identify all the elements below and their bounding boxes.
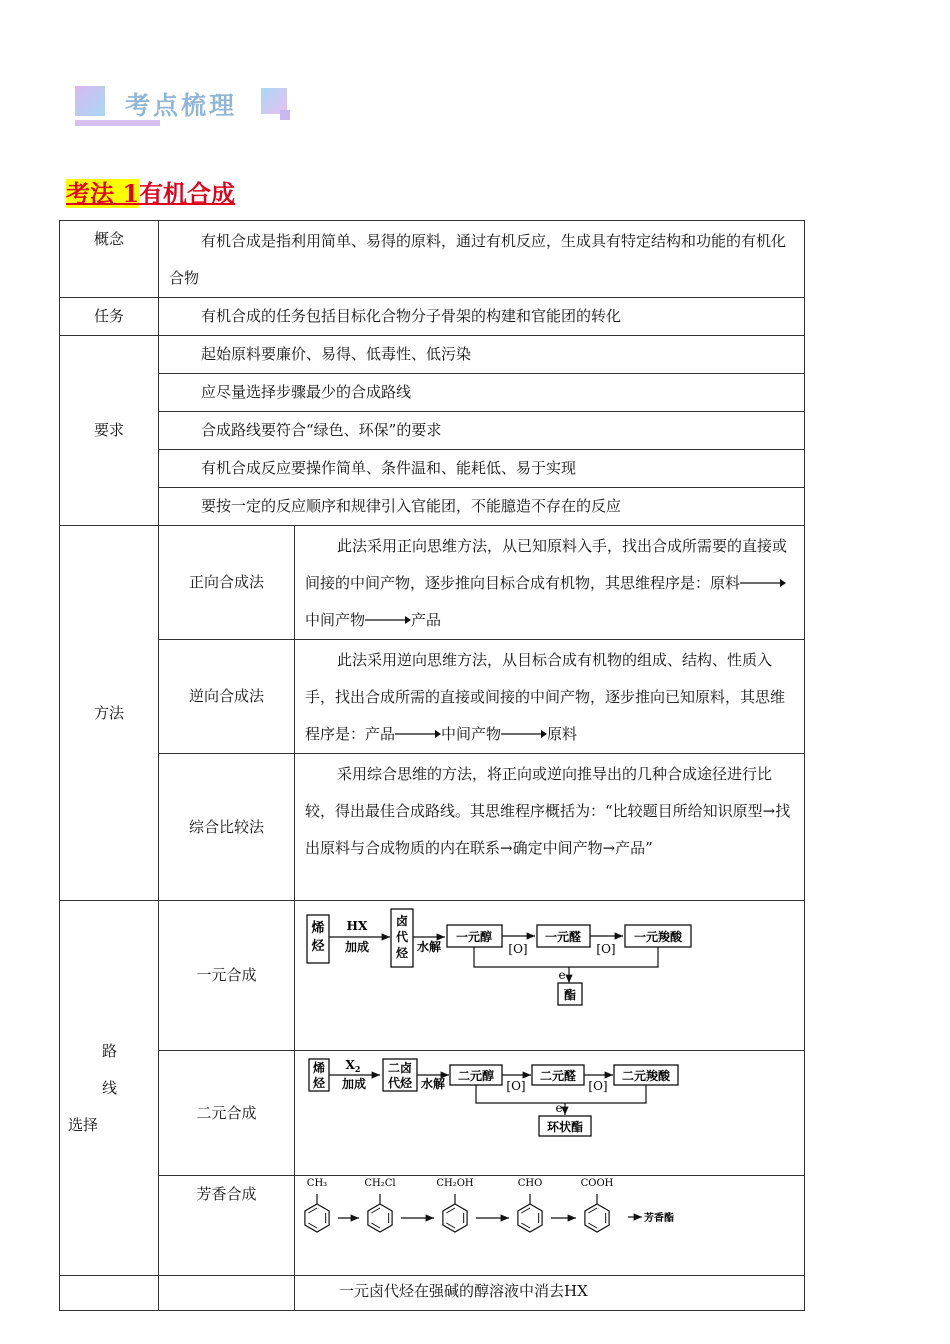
di-halide-line2: 代烃 — [387, 1076, 413, 1090]
table-row — [60, 640, 805, 754]
mono-route-svg — [295, 901, 805, 1036]
method-forward-desc — [295, 526, 805, 640]
substituent-label: COOH — [580, 1178, 614, 1189]
alkene-char: 烯 — [311, 921, 325, 936]
esterify-label: e — [558, 968, 566, 982]
method-reverse-desc — [295, 640, 805, 754]
oxidant-label: [O] — [588, 1079, 608, 1093]
arrow-icon — [365, 615, 411, 625]
empty-cell — [60, 1276, 159, 1311]
summary-table — [59, 220, 805, 1311]
table-row — [60, 374, 805, 412]
table-row — [60, 1176, 805, 1276]
requirement-item: 应尽量选择步骤最少的合成路线 — [159, 374, 805, 412]
method-combined-desc: 采用综合思维的方法，将正向或逆向推导出的几种合成途径进行比较，得出最佳合成路线。其思维程序概括为：“比较题目所给知识原型→找出原料与合成物质的内在联系→确定中间产物→产品” — [295, 754, 805, 901]
alcohol-label: 一元醇 — [455, 930, 493, 944]
section-heading — [66, 174, 235, 209]
alkene-label — [311, 938, 325, 954]
route-name: 芳香合成 — [159, 1176, 295, 1276]
requirement-item: 起始原料要廉价、易得、低毒性、低污染 — [159, 336, 805, 374]
halide-char: 卤 — [395, 914, 409, 928]
method-name: 正向合成法 — [159, 526, 295, 640]
table-row — [60, 488, 805, 526]
chain-item: 原料 — [547, 725, 578, 743]
di-halide-line1: 二卤 — [387, 1061, 413, 1075]
halide-char: 代 — [395, 930, 409, 944]
aromatic-route-svg — [295, 1176, 805, 1261]
reagent-subscript: 2 — [354, 1064, 361, 1074]
reagent-label — [346, 1058, 361, 1074]
alcohol-label: 二元醇 — [457, 1069, 495, 1083]
method-text: 此法采用逆向思维方法，从目标合成有机物的组成、结构、性质入手，找出合成所需的直接或间接的中间产物，逐步推向已知原料，其思维程序是： — [305, 651, 786, 743]
addition-label: 加成 — [344, 940, 370, 954]
banner-decoration — [280, 110, 290, 120]
section-prefix: 考法 1 — [66, 179, 140, 208]
di-alkene-char: 烯 — [312, 1061, 326, 1075]
table-row — [60, 901, 805, 1051]
substituent-label: CH₃ — [306, 1178, 328, 1189]
route-name: 一元合成 — [159, 901, 295, 1051]
substituent-label: CHO — [517, 1178, 543, 1189]
elimination-text: 一元卤代烃在强碱的醇溶液中消去HX — [295, 1276, 805, 1311]
chain-item: 中间产物 — [305, 611, 366, 629]
aromatic-synthesis-diagram — [295, 1176, 805, 1276]
route-label-text — [60, 1033, 158, 1144]
acid-label: 一元羧酸 — [633, 930, 683, 944]
acid-label: 二元羧酸 — [621, 1069, 671, 1083]
esterify-label: e — [555, 1101, 563, 1115]
empty-cell — [159, 1276, 295, 1311]
table-row — [60, 221, 805, 298]
section-title: 有机合成 — [139, 179, 236, 208]
table-row — [60, 298, 805, 336]
method-name: 综合比较法 — [159, 754, 295, 901]
hydrolysis-label: 水解 — [416, 940, 442, 954]
reagent-label: HX — [346, 919, 368, 933]
esterification-line — [474, 947, 658, 967]
aldehyde-label: 一元醛 — [544, 930, 582, 944]
arrow-icon — [395, 729, 441, 739]
substituent-label: CH₂OH — [436, 1178, 474, 1189]
reagent-symbol: X — [345, 1058, 355, 1072]
route-label — [60, 901, 159, 1276]
table-row — [60, 754, 805, 901]
arrow-icon — [740, 578, 786, 588]
table-row — [60, 1276, 805, 1311]
ester-label: 酯 — [563, 988, 577, 1002]
route-name: 二元合成 — [159, 1051, 295, 1176]
aromatic-ester-label: 芳香酯 — [644, 1213, 674, 1224]
row-label: 方法 — [60, 526, 159, 901]
row-label: 要求 — [60, 336, 159, 526]
banner-title: 考点梳理 — [125, 91, 238, 120]
row-label: 任务 — [60, 298, 159, 336]
chain-item: 产品 — [365, 725, 396, 743]
banner-underline — [75, 120, 160, 126]
chain-item: 中间产物 — [441, 725, 502, 743]
requirement-item: 有机合成反应要操作简单、条件温和、能耗低、易于实现 — [159, 450, 805, 488]
requirement-item: 合成路线要符合“绿色、环保”的要求 — [159, 412, 805, 450]
task-text: 有机合成的任务包括目标化合物分子骨架的构建和官能团的转化 — [159, 298, 805, 336]
banner-decoration — [75, 86, 105, 116]
section-banner — [75, 84, 295, 130]
substituent-label: CH₂Cl — [364, 1178, 396, 1189]
table-row — [60, 412, 805, 450]
row-label: 概念 — [60, 221, 159, 298]
addition-label: 加成 — [341, 1077, 367, 1091]
aldehyde-label: 二元醛 — [539, 1069, 577, 1083]
mono-synthesis-diagram — [295, 901, 805, 1051]
table-row — [60, 450, 805, 488]
ester-label: 环状酯 — [546, 1120, 584, 1134]
oxidant-label: [O] — [508, 942, 528, 956]
chain-item: 原料 — [710, 574, 741, 592]
route-label-line: 路线 — [102, 1041, 146, 1097]
oxidant-label: [O] — [506, 1079, 526, 1093]
di-synthesis-diagram — [295, 1051, 805, 1176]
concept-text: 有机合成是指利用简单、易得的原料，通过有机反应，生成具有特定结构和功能的有机化合物 — [159, 221, 805, 298]
method-text: 此法采用正向思维方法，从已知原料入手，找出合成所需要的直接或间接的中间产物，逐步推向目标合成有机物，其思维程序是： — [305, 537, 788, 592]
di-route-svg — [295, 1051, 805, 1161]
arrow-icon — [501, 729, 547, 739]
chain-item: 产品 — [411, 611, 442, 629]
table-row — [60, 1051, 805, 1176]
route-label-line: 选择 — [68, 1115, 99, 1134]
method-name: 逆向合成法 — [159, 640, 295, 754]
halide-char: 烃 — [395, 946, 409, 960]
hydrolysis-label: 水解 — [420, 1077, 446, 1091]
oxidant-label: [O] — [596, 942, 616, 956]
requirement-item: 要按一定的反应顺序和规律引入官能团，不能臆造不存在的反应 — [159, 488, 805, 526]
table-row — [60, 526, 805, 640]
di-alkene-char: 烃 — [312, 1076, 326, 1090]
alkene-char: 烃 — [311, 939, 325, 954]
alkene-label — [311, 920, 324, 936]
table-row — [60, 336, 805, 374]
